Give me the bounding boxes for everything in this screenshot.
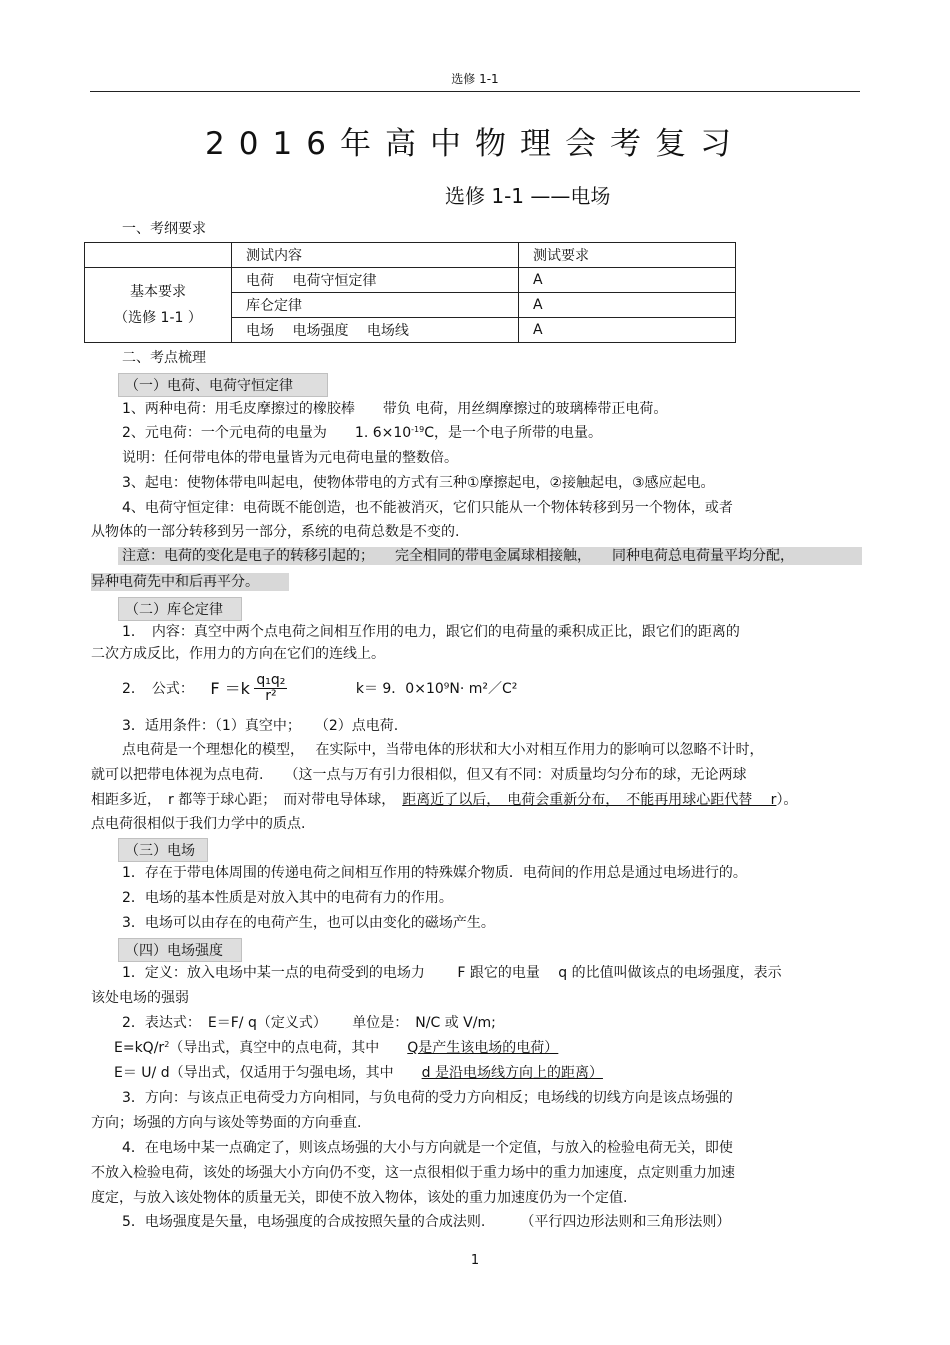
coulomb-formula: 2． 公式： F ＝k $\frac{\text{q₁q₂}}{\text{r²}}$ k＝ 9．0×10⁹N· m²／C² — [122, 672, 518, 704]
paragraph: $E=kQ/r^2$（导出式，真空中的点电荷，其中 Q是产生该电场的电荷） — [114, 1040, 559, 1056]
table-header-requirement: 测试要求 — [519, 243, 736, 268]
paragraph-elementary-charge: 2、元电荷：一个元电荷的电量为 1. $6\times 10^{-19}C$，是一个电子所带的电量。 — [122, 425, 603, 441]
paragraph: 就可以把带电体视为点电荷. （这一点与万有引力很相似，但又有不同：对质量均匀分布的球，无论两球 — [91, 767, 747, 783]
table-cell-requirement: A — [519, 318, 736, 343]
paragraph: 3．适用条件：（1）真空中； （2）点电荷. — [122, 718, 399, 734]
table-header-row — [85, 243, 736, 268]
table-row — [85, 268, 736, 293]
table-cell-requirement: A — [519, 293, 736, 318]
paragraph: 不放入检验电荷，该处的场强大小方向仍不变，这一点很相似于重力场中的重力加速度，点定则重力加速 — [91, 1165, 735, 1181]
table-header-content: 测试内容 — [232, 243, 519, 268]
subsection-heading-charge: （一）电荷、电荷守恒定律 — [118, 373, 328, 397]
paragraph: 1． 内容：真空中两个点电荷之间相互作用的电力，跟它们的电荷量的乘积成正比，跟它们的距离的 — [122, 624, 740, 640]
paragraph: 度定，与放入该处物体的质量无关，即使不放入物体，该处的重力加速度仍为一个定值. — [91, 1190, 628, 1206]
paragraph: 该处电场的强弱 — [91, 990, 189, 1006]
paragraph: 4．在电场中某一点确定了，则该点场强的大小与方向就是一个定值，与放入的检验电荷无关，即使 — [122, 1140, 733, 1156]
formula-fraction: $\frac{\text{q₁q₂}}{\text{r²}}$ — [256, 672, 286, 704]
highlighted-note: 注意：电荷的变化是电子的转移引起的； 完全相同的带电金属球相接触， 同种电荷总电荷量平均分配， — [118, 547, 862, 565]
paragraph: 2．表达式： E＝F/ q（定义式） 单位是： N/C 或 V/m; — [122, 1015, 496, 1031]
subsection-heading-field: （三）电场 — [118, 838, 208, 862]
subsection-heading-coulomb: （二）库仑定律 — [118, 597, 242, 621]
section-heading-requirements: 一、考纲要求 — [122, 221, 206, 237]
paragraph: 1．存在于带电体周围的传递电荷之间相互作用的特殊媒介物质．电荷间的作用总是通过电场进行的。 — [122, 865, 747, 881]
paragraph: 相距多近， r 都等于球心距； 而对带电导体球， 距离近了以后， 电荷会重新分布， 不能再用球心距代替 r）。 — [91, 792, 798, 808]
requirements-table — [84, 242, 736, 343]
paragraph: 点电荷是一个理想化的模型， 在实际中，当带电体的形状和大小对相互作用力的影响可以忽略不计时， — [122, 742, 764, 758]
section-heading-points: 二、考点梳理 — [122, 350, 206, 366]
table-cell-content: 电荷 电荷守恒定律 — [232, 268, 519, 293]
row-label-line-2: （选修 1-1 ） — [114, 310, 202, 326]
paragraph: 从物体的一部分转移到另一部分，系统的电荷总数是不变的. — [91, 524, 460, 540]
paragraph: 4、电荷守恒定律：电荷既不能创造，也不能被消灭，它们只能从一个物体转移到另一个物体，或者 — [122, 500, 733, 516]
paragraph: 点电荷很相似于我们力学中的质点. — [91, 816, 306, 832]
table-cell-requirement: A — [519, 268, 736, 293]
paragraph: 方向；场强的方向与该处等势面的方向垂直. — [91, 1115, 362, 1131]
paragraph: 二次方成反比，作用力的方向在它们的连线上。 — [91, 646, 385, 662]
table-cell-content: 库仑定律 — [232, 293, 519, 318]
paragraph: E＝ U/ d（导出式，仅适用于匀强电场，其中 d 是沿电场线方向上的距离） — [114, 1065, 603, 1081]
paragraph: 2．电场的基本性质是对放入其中的电荷有力的作用。 — [122, 890, 453, 906]
table-cell-content: 电场 电场强度 电场线 — [232, 318, 519, 343]
table-corner-cell — [85, 243, 232, 268]
header-rule — [90, 91, 860, 92]
running-header: 选修 1-1 — [451, 72, 499, 86]
paragraph: 说明：任何带电体的带电量皆为元电荷电量的整数倍。 — [122, 450, 458, 466]
paragraph: 1、两种电荷：用毛皮摩擦过的橡胶棒 带负 电荷，用丝绸摩擦过的玻璃棒带正电荷。 — [122, 401, 668, 417]
paragraph: 3．电场可以由存在的电荷产生，也可以由变化的磁场产生。 — [122, 915, 495, 931]
paragraph: 5．电场强度是矢量，电场强度的合成按照矢量的合成法则. （平行四边形法则和三角形法则） — [122, 1214, 731, 1230]
highlighted-note-continued: 异种电荷先中和后再平分。 — [91, 573, 289, 591]
paragraph: 1．定义：放入电场中某一点的电荷受到的电场力 F 跟它的电量 q 的比值叫做该点的电场强度，表示 — [122, 965, 782, 981]
page-number: 1 — [470, 1253, 480, 1268]
paragraph: 3、起电：使物体带电叫起电，使物体带电的方式有三种①摩擦起电，②接触起电，③感应起电。 — [122, 475, 715, 491]
table-row-label — [85, 268, 232, 343]
subsection-heading-field-strength: （四）电场强度 — [118, 938, 242, 962]
page-title: 2016年高中物理会考复习 — [205, 126, 745, 162]
page-subtitle: 选修 1-1 ——电场 — [445, 184, 611, 208]
paragraph: 3．方向：与该点正电荷受力方向相同，与负电荷的受力方向相反；电场线的切线方向是该点场强的 — [122, 1090, 733, 1106]
row-label-line-1: 基本要求 — [130, 284, 186, 300]
